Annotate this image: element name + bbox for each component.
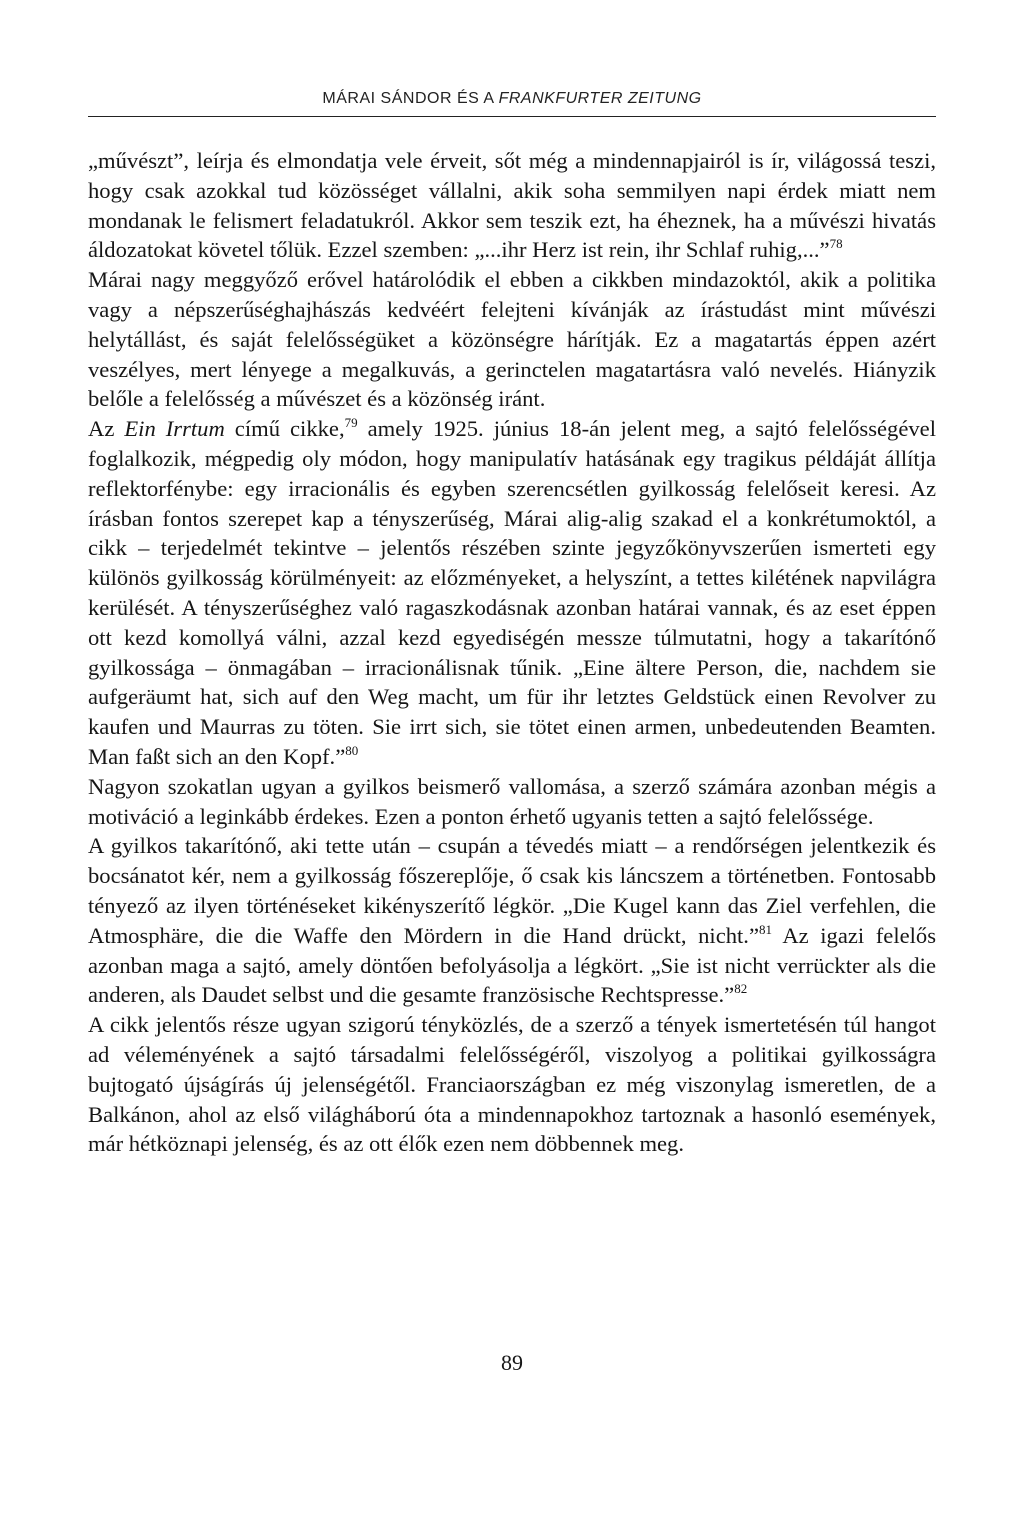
footnote-ref: 81 xyxy=(759,921,772,937)
body-text xyxy=(88,146,936,1159)
running-head xyxy=(88,90,936,108)
text-run: Az igazi felelős azonban maga a sajtó, amely döntően befolyásolja a légkört. „Sie ist nicht verrückter als die anderen, als Daudet selbst und die gesamte französische Rechtspresse.” xyxy=(88,922,936,1008)
text-run: A gyilkos takarítónő, aki tette után – csupán a tévedés miatt – a rendőrségen jelentkezik és bocsánatot kér, nem a gyilkosság főszereplője, ő csak kis láncszem a történetben. Fontosabb tényező az ilyen történéseket kikényszerítő légkör. „Die Kugel kann das Ziel verfehlen, die Atmosphäre, die die Waffe den Mördern in die Hand drückt, nicht.” xyxy=(88,833,936,948)
footnote-ref: 82 xyxy=(734,981,748,997)
paragraph xyxy=(88,146,936,265)
paragraph xyxy=(88,414,936,772)
text-run: Az xyxy=(88,416,125,442)
paragraph xyxy=(88,265,936,414)
page-number: 89 xyxy=(501,1350,523,1375)
italic-title: Ein Irrtum xyxy=(124,416,225,442)
text-run: Márai nagy meggyőző erővel határolódik el ebben a cikkben mindazoktól, akik a politika vagy a népszerűséghajhászás kedvéért felejteni kívánják az írástudást mint művészi helytállást, és saját felelősségüket a közönségre hárítják. Ez a magatartás éppen azért veszélyes, mert lényege a megalkuvás, a gerinctelen magatartásra való nevelés. Hiányzik belőle a felelősség a művészet és a közönség iránt. xyxy=(88,267,936,412)
footnote-ref: 79 xyxy=(344,415,358,431)
running-head-journal: FRANKFURTER ZEITUNG xyxy=(498,90,702,107)
text-run: A cikk jelentős része ugyan szigorú tényközlés, de a szerző a tények ismertetésén túl hangot ad véleményének a sajtó társadalmi felelősségéről, viszolyog a politikai gyilkosságra bujtogató újságírás új jelenségétől. Franciaországban ez még viszonylag ismeretlen, de a Balkánon, ahol az első világháború óta a mindennapokhoz tartoznak a hasonló események, már hétköznapi jelenség, és az ott élők ezen nem döbbennek meg. xyxy=(88,1012,936,1157)
paragraph xyxy=(88,1010,936,1159)
paragraph xyxy=(88,831,936,1010)
text-run: amely 1925. június 18-án jelent meg, a sajtó felelősségével foglalkozik, mégpedig oly módon, hogy manipulatív hatásának egy tragikus példáját állítja reflektorfénybe: egy irracionális és egyben szerencsétlen gyilkosság felelőseit keresi. Az írásban fontos szerepet kap a tényszerűség, Márai alig-alig szakad el a konkrétumoktól, a cikk – terjedelmét tekintve – jelentős részében szinte jegyzőkönyvszerűen ismerteti egy különös gyilkosság körülményeit: az előzményeket, a helyszínt, a tettes kilétének napvilágra kerülését. A tényszerűséghez való ragaszkodásnak azonban határai vannak, és az eset éppen ott kezd komollyá válni, azzal kezd egyediségén messze túlmutatni, hogy a takarítónő gyilkossága – önmagában – irracionálisnak tűnik. „Eine ältere Person, die, nachdem sie aufgeräumt hat, sich auf den Weg macht, um für ihr letztes Geldstück einen Revolver zu kaufen und Maurras zu töten. Sie irrt sich, sie tötet einen armen, unbedeutenden Beamten. Man faßt sich an den Kopf.” xyxy=(88,416,936,769)
paragraph xyxy=(88,772,936,832)
footnote-ref: 78 xyxy=(829,236,843,252)
text-run: „művészt”, leírja és elmondatja vele érveit, sőt még a mindennapjairól is ír, világossá teszi, hogy csak azokkal tud közösséget vállalni, akik soha semmilyen napi érdek miatt nem mondanak le felismert feladatukról. Akkor sem teszik ezt, ha éheznek, ha a művészi hivatás áldozatokat követel tőlük. Ezzel szemben: „...ihr Herz ist rein, ihr Schlaf ruhig,...” xyxy=(88,148,936,263)
header-rule xyxy=(88,116,936,117)
text-run: Nagyon szokatlan ugyan a gyilkos beismerő vallomása, a szerző számára azonban mégis a motiváció a leginkább érdekes. Ezen a ponton érhető ugyanis tetten a sajtó felelőssége. xyxy=(88,773,936,829)
footnote-ref: 80 xyxy=(345,742,359,758)
text-run: című cikke, xyxy=(224,416,345,442)
running-head-author: MÁRAI SÁNDOR ÉS A xyxy=(322,90,494,107)
